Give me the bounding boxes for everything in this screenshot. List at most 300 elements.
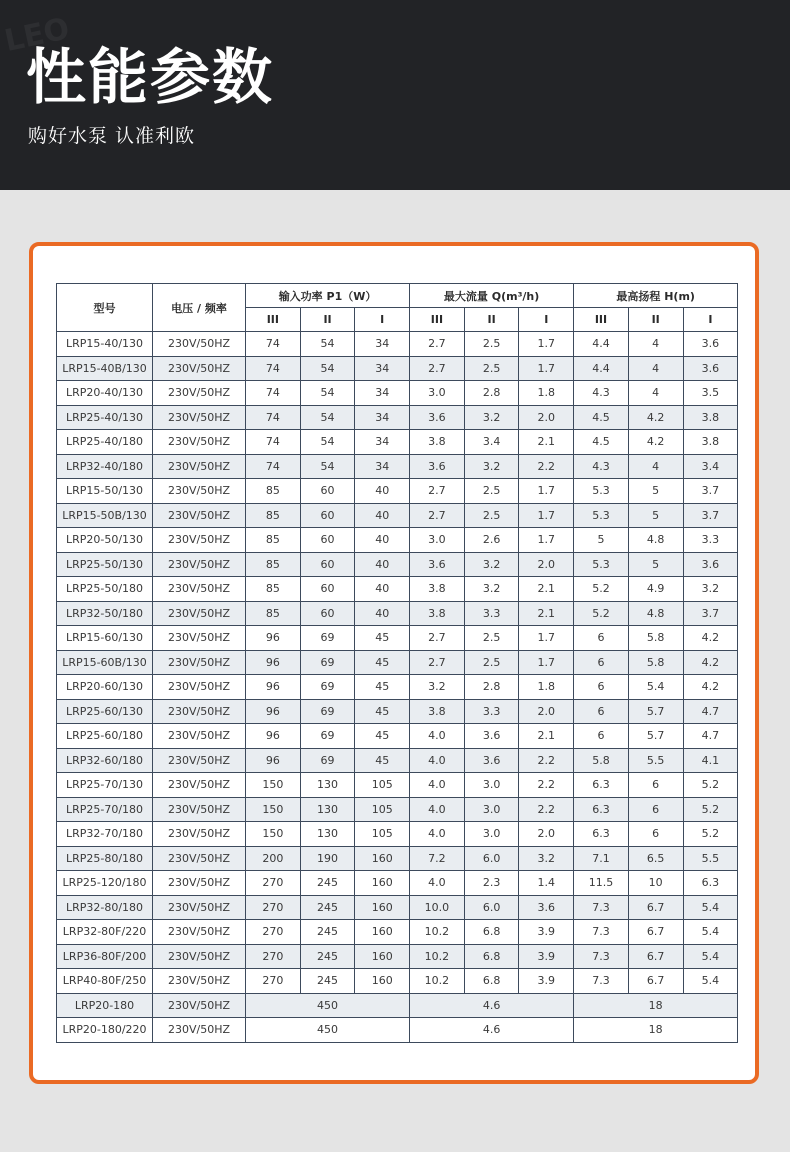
table-row	[57, 528, 738, 553]
cell-value: 5.2	[683, 797, 738, 822]
table-row	[57, 993, 738, 1018]
cell-value: 2.0	[519, 405, 574, 430]
cell-value: 74	[246, 430, 301, 455]
cell-value: 6	[574, 724, 629, 749]
cell-value: 5.4	[683, 895, 738, 920]
table-row	[57, 381, 738, 406]
cell-value: 6.3	[574, 797, 629, 822]
cell-value: 69	[300, 650, 355, 675]
cell-value: 4.8	[628, 601, 683, 626]
cell-value: 3.8	[410, 699, 465, 724]
cell-value: 4.3	[574, 381, 629, 406]
cell-value: 10	[628, 871, 683, 896]
cell-voltage: 230V/50HZ	[153, 356, 246, 381]
cell-voltage: 230V/50HZ	[153, 601, 246, 626]
table-row	[57, 920, 738, 945]
table-row	[57, 430, 738, 455]
cell-value: 69	[300, 675, 355, 700]
cell-value: 6	[574, 675, 629, 700]
cell-value: 40	[355, 601, 410, 626]
cell-head: 18	[574, 1018, 738, 1043]
cell-value: 270	[246, 969, 301, 994]
cell-value: 2.1	[519, 601, 574, 626]
cell-voltage: 230V/50HZ	[153, 675, 246, 700]
cell-value: 7.1	[574, 846, 629, 871]
cell-value: 85	[246, 577, 301, 602]
table-row	[57, 1018, 738, 1043]
cell-value: 60	[300, 479, 355, 504]
cell-value: 96	[246, 675, 301, 700]
cell-value: 6.7	[628, 944, 683, 969]
cell-value: 3.4	[683, 454, 738, 479]
cell-value: 85	[246, 479, 301, 504]
cell-model: LRP15-60B/130	[57, 650, 153, 675]
cell-value: 3.8	[683, 430, 738, 455]
cell-value: 2.5	[464, 332, 519, 357]
table-row	[57, 332, 738, 357]
cell-value: 5	[628, 552, 683, 577]
cell-value: 1.4	[519, 871, 574, 896]
cell-voltage: 230V/50HZ	[153, 503, 246, 528]
cell-value: 2.1	[519, 577, 574, 602]
cell-value: 3.6	[410, 405, 465, 430]
cell-value: 5.8	[628, 650, 683, 675]
cell-voltage: 230V/50HZ	[153, 895, 246, 920]
cell-value: 54	[300, 454, 355, 479]
cell-value: 105	[355, 822, 410, 847]
cell-value: 5.7	[628, 699, 683, 724]
cell-value: 3.2	[683, 577, 738, 602]
cell-voltage: 230V/50HZ	[153, 944, 246, 969]
page-subtitle: 购好水泵 认准利欧	[28, 125, 196, 147]
cell-model: LRP20-40/130	[57, 381, 153, 406]
cell-value: 6.3	[574, 773, 629, 798]
cell-value: 130	[300, 797, 355, 822]
cell-value: 3.2	[464, 405, 519, 430]
cell-value: 5.7	[628, 724, 683, 749]
cell-value: 190	[300, 846, 355, 871]
cell-value: 2.2	[519, 797, 574, 822]
header-flow: 最大流量 Q(m³/h)	[410, 284, 574, 308]
cell-value: 4	[628, 356, 683, 381]
cell-value: 4.0	[410, 822, 465, 847]
cell-value: 96	[246, 626, 301, 651]
cell-value: 4.3	[574, 454, 629, 479]
cell-value: 6	[628, 822, 683, 847]
cell-model: LRP20-50/130	[57, 528, 153, 553]
cell-model: LRP32-50/180	[57, 601, 153, 626]
cell-value: 4	[628, 454, 683, 479]
cell-value: 6.8	[464, 920, 519, 945]
cell-value: 10.2	[410, 920, 465, 945]
cell-value: 7.3	[574, 944, 629, 969]
cell-value: 4.2	[683, 650, 738, 675]
table-row	[57, 454, 738, 479]
cell-voltage: 230V/50HZ	[153, 454, 246, 479]
cell-model: LRP25-50/130	[57, 552, 153, 577]
cell-value: 2.7	[410, 503, 465, 528]
header-speed: II	[300, 308, 355, 332]
cell-model: LRP25-40/130	[57, 405, 153, 430]
cell-value: 2.2	[519, 773, 574, 798]
cell-value: 54	[300, 430, 355, 455]
cell-model: LRP25-60/180	[57, 724, 153, 749]
cell-model: LRP32-80/180	[57, 895, 153, 920]
cell-value: 150	[246, 773, 301, 798]
cell-value: 3.0	[464, 797, 519, 822]
header-banner	[0, 0, 790, 190]
cell-value: 3.0	[410, 528, 465, 553]
table-body	[57, 332, 738, 1043]
cell-value: 3.0	[410, 381, 465, 406]
header-speed: I	[355, 308, 410, 332]
cell-value: 1.7	[519, 479, 574, 504]
cell-voltage: 230V/50HZ	[153, 724, 246, 749]
table-row	[57, 650, 738, 675]
header-model: 型号	[57, 284, 153, 332]
table-row	[57, 699, 738, 724]
cell-value: 45	[355, 699, 410, 724]
cell-value: 45	[355, 650, 410, 675]
cell-value: 5.4	[628, 675, 683, 700]
cell-value: 1.7	[519, 626, 574, 651]
cell-value: 85	[246, 552, 301, 577]
cell-value: 3.2	[464, 454, 519, 479]
cell-value: 5.5	[683, 846, 738, 871]
cell-voltage: 230V/50HZ	[153, 626, 246, 651]
cell-value: 200	[246, 846, 301, 871]
table-row	[57, 356, 738, 381]
cell-value: 96	[246, 724, 301, 749]
cell-value: 160	[355, 871, 410, 896]
cell-voltage: 230V/50HZ	[153, 577, 246, 602]
cell-value: 3.0	[464, 822, 519, 847]
cell-value: 4.5	[574, 405, 629, 430]
table-row	[57, 748, 738, 773]
cell-value: 6.0	[464, 895, 519, 920]
header-speed: I	[519, 308, 574, 332]
cell-value: 5	[574, 528, 629, 553]
cell-value: 5	[628, 503, 683, 528]
cell-value: 7.3	[574, 895, 629, 920]
cell-voltage: 230V/50HZ	[153, 1018, 246, 1043]
cell-model: LRP25-50/180	[57, 577, 153, 602]
cell-voltage: 230V/50HZ	[153, 405, 246, 430]
cell-value: 4.7	[683, 699, 738, 724]
cell-value: 245	[300, 871, 355, 896]
cell-value: 6	[574, 699, 629, 724]
cell-model: LRP25-70/130	[57, 773, 153, 798]
cell-value: 1.8	[519, 675, 574, 700]
cell-value: 150	[246, 822, 301, 847]
cell-value: 6	[628, 773, 683, 798]
cell-value: 69	[300, 626, 355, 651]
cell-value: 6.5	[628, 846, 683, 871]
cell-value: 5.2	[683, 822, 738, 847]
cell-value: 4.2	[628, 405, 683, 430]
cell-value: 2.5	[464, 356, 519, 381]
header-speed: II	[464, 308, 519, 332]
cell-value: 3.2	[519, 846, 574, 871]
cell-voltage: 230V/50HZ	[153, 381, 246, 406]
cell-value: 2.7	[410, 479, 465, 504]
cell-value: 2.7	[410, 332, 465, 357]
cell-value: 105	[355, 773, 410, 798]
cell-value: 2.0	[519, 699, 574, 724]
cell-value: 54	[300, 332, 355, 357]
header-voltage: 电压 / 频率	[153, 284, 246, 332]
cell-value: 3.6	[410, 552, 465, 577]
page-title: 性能参数	[26, 43, 274, 113]
cell-model: LRP25-40/180	[57, 430, 153, 455]
cell-value: 74	[246, 356, 301, 381]
cell-value: 6	[574, 626, 629, 651]
cell-value: 3.3	[464, 601, 519, 626]
cell-voltage: 230V/50HZ	[153, 773, 246, 798]
table-row	[57, 969, 738, 994]
cell-value: 34	[355, 356, 410, 381]
table-row	[57, 846, 738, 871]
cell-model: LRP20-60/130	[57, 675, 153, 700]
cell-voltage: 230V/50HZ	[153, 650, 246, 675]
cell-value: 2.1	[519, 430, 574, 455]
cell-model: LRP25-60/130	[57, 699, 153, 724]
cell-value: 5.3	[574, 552, 629, 577]
cell-value: 40	[355, 479, 410, 504]
cell-model: LRP32-70/180	[57, 822, 153, 847]
cell-value: 69	[300, 699, 355, 724]
cell-value: 6.7	[628, 920, 683, 945]
cell-value: 130	[300, 773, 355, 798]
cell-model: LRP36-80F/200	[57, 944, 153, 969]
cell-value: 4.2	[683, 675, 738, 700]
table-row	[57, 871, 738, 896]
cell-value: 2.5	[464, 503, 519, 528]
cell-value: 85	[246, 503, 301, 528]
cell-value: 3.6	[410, 454, 465, 479]
cell-voltage: 230V/50HZ	[153, 846, 246, 871]
header-head: 最高扬程 H(m)	[574, 284, 738, 308]
cell-value: 4.0	[410, 871, 465, 896]
cell-value: 4.0	[410, 748, 465, 773]
table-row	[57, 675, 738, 700]
cell-value: 270	[246, 944, 301, 969]
cell-value: 3.6	[683, 356, 738, 381]
cell-value: 2.5	[464, 626, 519, 651]
cell-value: 5.4	[683, 944, 738, 969]
header-speed: III	[410, 308, 465, 332]
cell-value: 3.6	[464, 724, 519, 749]
cell-value: 4.4	[574, 332, 629, 357]
cell-flow: 4.6	[410, 993, 574, 1018]
header-power: 输入功率 P1（W）	[246, 284, 410, 308]
cell-voltage: 230V/50HZ	[153, 797, 246, 822]
cell-voltage: 230V/50HZ	[153, 748, 246, 773]
cell-value: 74	[246, 405, 301, 430]
cell-value: 3.7	[683, 503, 738, 528]
cell-value: 1.7	[519, 650, 574, 675]
table-row	[57, 577, 738, 602]
cell-value: 3.8	[410, 601, 465, 626]
cell-voltage: 230V/50HZ	[153, 552, 246, 577]
cell-value: 1.7	[519, 503, 574, 528]
table-row	[57, 822, 738, 847]
cell-value: 45	[355, 626, 410, 651]
cell-voltage: 230V/50HZ	[153, 920, 246, 945]
cell-value: 5.4	[683, 969, 738, 994]
cell-value: 270	[246, 871, 301, 896]
cell-model: LRP32-40/180	[57, 454, 153, 479]
cell-value: 6.3	[574, 822, 629, 847]
cell-value: 60	[300, 503, 355, 528]
cell-value: 150	[246, 797, 301, 822]
cell-value: 4.7	[683, 724, 738, 749]
cell-value: 5.2	[683, 773, 738, 798]
table-row	[57, 895, 738, 920]
cell-value: 40	[355, 528, 410, 553]
cell-voltage: 230V/50HZ	[153, 332, 246, 357]
cell-value: 245	[300, 920, 355, 945]
cell-value: 96	[246, 699, 301, 724]
cell-value: 245	[300, 969, 355, 994]
cell-value: 1.7	[519, 356, 574, 381]
cell-power: 450	[246, 1018, 410, 1043]
table-row	[57, 479, 738, 504]
cell-value: 2.7	[410, 356, 465, 381]
cell-voltage: 230V/50HZ	[153, 871, 246, 896]
table-row	[57, 724, 738, 749]
cell-value: 45	[355, 724, 410, 749]
cell-value: 40	[355, 552, 410, 577]
cell-voltage: 230V/50HZ	[153, 699, 246, 724]
cell-value: 5.5	[628, 748, 683, 773]
cell-value: 2.1	[519, 724, 574, 749]
cell-model: LRP25-80/180	[57, 846, 153, 871]
cell-value: 2.2	[519, 454, 574, 479]
cell-value: 3.6	[519, 895, 574, 920]
cell-value: 6.8	[464, 969, 519, 994]
table-row	[57, 601, 738, 626]
table-row	[57, 552, 738, 577]
cell-model: LRP15-60/130	[57, 626, 153, 651]
cell-value: 5.8	[574, 748, 629, 773]
cell-value: 60	[300, 552, 355, 577]
cell-value: 6.3	[683, 871, 738, 896]
cell-value: 7.3	[574, 920, 629, 945]
cell-model: LRP15-50B/130	[57, 503, 153, 528]
cell-value: 270	[246, 895, 301, 920]
cell-value: 85	[246, 528, 301, 553]
cell-value: 2.8	[464, 675, 519, 700]
cell-value: 10.2	[410, 969, 465, 994]
cell-value: 1.7	[519, 528, 574, 553]
cell-value: 7.2	[410, 846, 465, 871]
cell-value: 3.6	[683, 332, 738, 357]
cell-model: LRP15-40B/130	[57, 356, 153, 381]
cell-value: 34	[355, 332, 410, 357]
cell-value: 3.8	[410, 577, 465, 602]
cell-value: 45	[355, 748, 410, 773]
cell-value: 2.5	[464, 479, 519, 504]
cell-value: 130	[300, 822, 355, 847]
cell-value: 96	[246, 748, 301, 773]
cell-value: 60	[300, 601, 355, 626]
cell-value: 160	[355, 920, 410, 945]
cell-model: LRP20-180/220	[57, 1018, 153, 1043]
cell-value: 4.8	[628, 528, 683, 553]
cell-value: 160	[355, 969, 410, 994]
cell-value: 74	[246, 381, 301, 406]
cell-value: 34	[355, 381, 410, 406]
cell-value: 2.6	[464, 528, 519, 553]
cell-value: 3.9	[519, 920, 574, 945]
cell-value: 4.1	[683, 748, 738, 773]
cell-value: 60	[300, 577, 355, 602]
cell-value: 10.0	[410, 895, 465, 920]
cell-value: 270	[246, 920, 301, 945]
cell-value: 54	[300, 405, 355, 430]
cell-head: 18	[574, 993, 738, 1018]
cell-value: 3.6	[683, 552, 738, 577]
cell-value: 5.2	[574, 601, 629, 626]
cell-value: 5.4	[683, 920, 738, 945]
header-speed: III	[246, 308, 301, 332]
cell-value: 34	[355, 430, 410, 455]
header-row-groups	[57, 284, 738, 308]
header-speed: III	[574, 308, 629, 332]
cell-model: LRP40-80F/250	[57, 969, 153, 994]
cell-value: 2.7	[410, 626, 465, 651]
cell-flow: 4.6	[410, 1018, 574, 1043]
cell-value: 5	[628, 479, 683, 504]
cell-value: 6.0	[464, 846, 519, 871]
table-row	[57, 773, 738, 798]
cell-value: 3.9	[519, 969, 574, 994]
cell-value: 5.3	[574, 503, 629, 528]
cell-model: LRP15-50/130	[57, 479, 153, 504]
cell-model: LRP32-60/180	[57, 748, 153, 773]
cell-value: 54	[300, 356, 355, 381]
cell-value: 1.7	[519, 332, 574, 357]
cell-value: 10.2	[410, 944, 465, 969]
cell-value: 4	[628, 381, 683, 406]
cell-value: 3.2	[464, 577, 519, 602]
cell-value: 3.6	[464, 748, 519, 773]
cell-value: 4	[628, 332, 683, 357]
cell-value: 2.2	[519, 748, 574, 773]
cell-value: 69	[300, 724, 355, 749]
cell-value: 7.3	[574, 969, 629, 994]
cell-value: 3.7	[683, 479, 738, 504]
cell-value: 2.0	[519, 822, 574, 847]
cell-model: LRP32-80F/220	[57, 920, 153, 945]
cell-value: 4.0	[410, 797, 465, 822]
cell-voltage: 230V/50HZ	[153, 993, 246, 1018]
cell-voltage: 230V/50HZ	[153, 528, 246, 553]
cell-voltage: 230V/50HZ	[153, 430, 246, 455]
table-row	[57, 503, 738, 528]
cell-value: 4.2	[683, 626, 738, 651]
cell-value: 3.0	[464, 773, 519, 798]
cell-value: 245	[300, 895, 355, 920]
cell-value: 2.0	[519, 552, 574, 577]
cell-value: 69	[300, 748, 355, 773]
cell-value: 160	[355, 846, 410, 871]
cell-value: 40	[355, 577, 410, 602]
cell-value: 1.8	[519, 381, 574, 406]
cell-value: 54	[300, 381, 355, 406]
cell-value: 5.3	[574, 479, 629, 504]
